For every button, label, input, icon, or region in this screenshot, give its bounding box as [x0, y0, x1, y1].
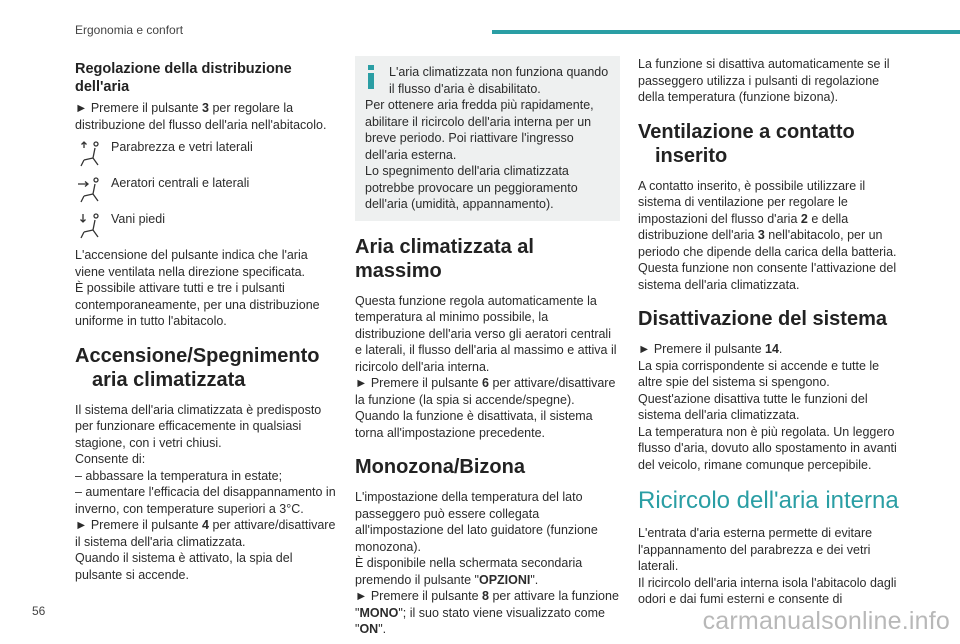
paragraph-all-buttons: È possibile attivare tutti e tre i pulsanti contemporaneamente, per una distribuzione uniforme in tutto l'abitacolo. [75, 281, 320, 328]
airflow-item-label: Vani piedi [111, 212, 165, 226]
column-2 [355, 56, 620, 644]
paragraph-recirc-1: L'entrata d'aria esterna permette di evitare l'appannamento del parabrezza e dei vetri laterali. [638, 526, 873, 573]
heading-ac-on-off: Accensione/Spegnimento aria climatizzata [75, 344, 320, 391]
header-accent-bar [492, 30, 960, 34]
page-number: 56 [32, 604, 46, 618]
paragraph-ac-allows: Consente di: [75, 452, 146, 466]
paragraph-press-8: ► Premere il pulsante 8 per attivare la funzione "MONO"; il suo stato viene visualizzato come "ON". [355, 589, 619, 636]
heading-mono-dual-zone: Monozona/Bizona [355, 456, 525, 478]
paragraph-off-2: Quest'azione disattiva tutte le funzioni del sistema dell'aria climatizzata. [638, 391, 868, 422]
paragraph-ventilation: A contatto inserito, è possibile utilizzare il sistema di ventilazione per regolare le impostazioni del flusso d'aria 2 e della distribuzione dell'aria 3 nell'abitacolo, per un periodo che dipende della carica della batteria. Questa funzione non consente l'attivazione del sistema dell'aria climatizzata. [638, 178, 897, 292]
heading-system-off: Disattivazione del sistema [638, 308, 887, 330]
heading-air-distribution: Regolazione della distribuzione dell'aria [75, 61, 292, 95]
paragraph-ac-summer: – abbassare la temperatura in estate; [75, 468, 283, 483]
column-3 [638, 56, 906, 614]
paragraph-press-4: ► Premere il pulsante 4 per attivare/disattivare il sistema dell'aria climatizzata. [75, 518, 336, 549]
info-icon [365, 64, 383, 97]
paragraph-ac-winter: – aumentare l'efficacia del disappannamento in inverno, con temperature superiori a 3°C. [75, 485, 336, 516]
watermark: carmanualsonline.info [702, 607, 950, 635]
paragraph-max-ac: Questa funzione regola automaticamente la temperatura al minimo possibile, la distribuzione dell'aria verso gli aeratori centrali e laterali, il flusso dell'aria al massimo e attiva il ricircolo dell'aria interna. [355, 293, 617, 374]
info-text-2: Per ottenere aria fredda più rapidamente, abilitare il ricircolo dell'aria interna per un breve periodo. Poi riattivare l'ingresso dell'aria esterna. [365, 98, 594, 162]
central-vents-airflow-icon [75, 175, 105, 205]
running-header: Ergonomia e confort [75, 23, 184, 37]
airflow-item-label: Parabrezza e vetri laterali [111, 140, 253, 154]
airflow-item-label: Aeratori centrali e laterali [111, 176, 250, 190]
heading-ignition-ventilation: Ventilazione a contatto inserito [638, 120, 855, 167]
paragraph-mono-1: L'impostazione della temperatura del lato passeggero può essere collegata all'impostazione del lato guidatore (funzione monozona). [355, 490, 598, 554]
airflow-item-windscreen [75, 139, 337, 169]
paragraph-max-ac-off: Quando la funzione è disattivata, il sistema torna all'impostazione precedente. [355, 409, 593, 440]
airflow-item-footwell [75, 211, 337, 241]
info-text-1: L'aria climatizzata non funziona quando il flusso d'aria è disabilitato. [389, 65, 609, 96]
paragraph-ac-intro: Il sistema dell'aria climatizzata è predisposto per funzionare efficacemente in qualsiasi stagione, con i vetri chiusi. [75, 402, 322, 450]
column-1 [75, 56, 337, 589]
heading-recirculation: Ricircolo dell'aria interna [638, 487, 899, 514]
paragraph-ac-lamp: Quando il sistema è attivato, la spia del pulsante si accende. [75, 551, 293, 582]
paragraph-recirc-2: Il ricircolo dell'aria interna isola l'abitacolo dagli odori e dai fumi esterni e consente di [638, 575, 897, 606]
info-text-3: Lo spegnimento dell'aria climatizzata potrebbe provocare un peggioramento dell'aria (umidità, appannamento). [365, 164, 578, 211]
airflow-item-central-vents [75, 175, 337, 205]
paragraph-press-3: ► Premere il pulsante 3 per regolare la distribuzione del flusso dell'aria nell'abitacolo. [75, 101, 327, 132]
paragraph-off-3: La temperatura non è più regolata. Un leggero flusso d'aria, dovuto allo spostamento in avanti del veicolo, rimane comunque percepibile. [638, 424, 897, 472]
paragraph-mono-2: È disponibile nella schermata secondaria premendo il pulsante "OPZIONI". [355, 556, 583, 587]
windscreen-airflow-icon [75, 139, 105, 169]
info-box [355, 56, 620, 221]
paragraph-press-6: ► Premere il pulsante 6 per attivare/disattivare la funzione (la spia si accende/spegne). [355, 376, 616, 407]
paragraph-dual-zone: La funzione si disattiva automaticamente se il passeggero utilizza i pulsanti di regolazione della temperatura (funzione bizona). [638, 57, 890, 104]
footwell-airflow-icon [75, 211, 105, 241]
heading-max-ac: Aria climatizzata al massimo [355, 235, 534, 282]
paragraph-off-1: La spia corrispondente si accende e tutte le altre spie del sistema si spengono. [638, 358, 880, 389]
paragraph-lamp: L'accensione del pulsante indica che l'aria viene ventilata nella direzione specificata. [75, 248, 308, 279]
paragraph-press-14: ► Premere il pulsante 14. [638, 342, 783, 356]
